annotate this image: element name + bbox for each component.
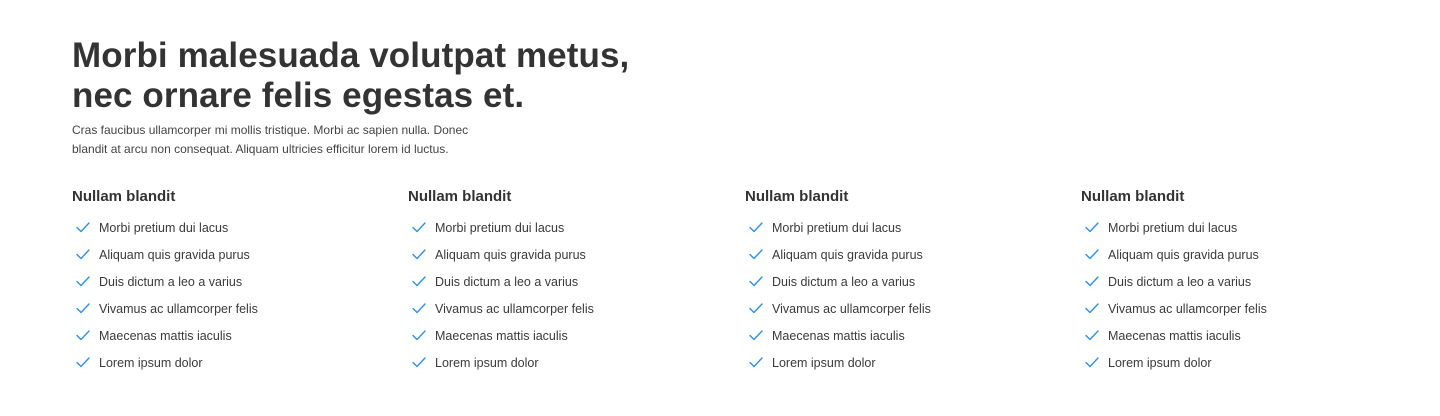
feature-column-2 xyxy=(408,186,708,376)
column-title: Nullam blandit xyxy=(1081,188,1185,205)
checkmark-icon xyxy=(748,301,764,317)
feature-label: Maecenas mattis iaculis xyxy=(772,328,905,343)
page-title-line-1: Morbi malesuada volutpat metus, xyxy=(72,36,630,75)
feature-column-4 xyxy=(1081,186,1381,376)
feature-label: Vivamus ac ullamcorper felis xyxy=(772,301,931,316)
checkmark-icon xyxy=(75,355,91,371)
checkmark-icon xyxy=(1084,247,1100,263)
feature-columns xyxy=(72,186,1382,386)
feature-label: Lorem ipsum dolor xyxy=(772,355,876,370)
feature-item xyxy=(72,214,372,241)
intro-line-2: blandit at arcu non consequat. Aliquam ultricies efficitur lorem id luctus. xyxy=(72,142,449,156)
feature-item xyxy=(408,268,708,295)
column-title: Nullam blandit xyxy=(745,188,849,205)
feature-label: Vivamus ac ullamcorper felis xyxy=(435,301,594,316)
feature-label: Duis dictum a leo a varius xyxy=(1108,274,1252,289)
feature-label: Maecenas mattis iaculis xyxy=(435,328,568,343)
checkmark-icon xyxy=(1084,355,1100,371)
feature-item xyxy=(1081,268,1381,295)
checkmark-icon xyxy=(411,274,427,290)
feature-list xyxy=(408,214,708,376)
feature-label: Duis dictum a leo a varius xyxy=(99,274,243,289)
checkmark-icon xyxy=(748,274,764,290)
feature-label: Lorem ipsum dolor xyxy=(99,355,203,370)
checkmark-icon xyxy=(75,328,91,344)
feature-item xyxy=(72,349,372,376)
feature-label: Morbi pretium dui lacus xyxy=(1108,220,1238,235)
feature-item xyxy=(745,295,1045,322)
checkmark-icon xyxy=(748,220,764,236)
feature-label: Duis dictum a leo a varius xyxy=(435,274,579,289)
feature-item xyxy=(408,214,708,241)
checkmark-icon xyxy=(411,328,427,344)
feature-item xyxy=(1081,322,1381,349)
feature-item xyxy=(745,268,1045,295)
checkmark-icon xyxy=(411,301,427,317)
feature-label: Aliquam quis gravida purus xyxy=(435,247,586,262)
checkmark-icon xyxy=(411,355,427,371)
feature-label: Maecenas mattis iaculis xyxy=(99,328,232,343)
checkmark-icon xyxy=(75,247,91,263)
checkmark-icon xyxy=(1084,274,1100,290)
feature-item xyxy=(745,214,1045,241)
column-title: Nullam blandit xyxy=(72,188,176,205)
feature-label: Vivamus ac ullamcorper felis xyxy=(1108,301,1267,316)
feature-label: Duis dictum a leo a varius xyxy=(772,274,916,289)
feature-label: Lorem ipsum dolor xyxy=(435,355,539,370)
feature-label: Aliquam quis gravida purus xyxy=(772,247,923,262)
feature-item xyxy=(1081,295,1381,322)
feature-item xyxy=(72,241,372,268)
page-title-line-2: nec ornare felis egestas et. xyxy=(72,76,525,115)
feature-item xyxy=(1081,214,1381,241)
checkmark-icon xyxy=(748,247,764,263)
checkmark-icon xyxy=(748,355,764,371)
feature-item xyxy=(72,268,372,295)
feature-item xyxy=(1081,349,1381,376)
checkmark-icon xyxy=(1084,301,1100,317)
checkmark-icon xyxy=(75,220,91,236)
feature-item xyxy=(72,322,372,349)
feature-item xyxy=(72,295,372,322)
feature-list xyxy=(72,214,372,376)
feature-label: Aliquam quis gravida purus xyxy=(1108,247,1259,262)
checkmark-icon xyxy=(411,220,427,236)
checkmark-icon xyxy=(75,274,91,290)
column-title: Nullam blandit xyxy=(408,188,512,205)
feature-item xyxy=(408,349,708,376)
feature-list xyxy=(745,214,1045,376)
feature-label: Aliquam quis gravida purus xyxy=(99,247,250,262)
feature-item xyxy=(745,322,1045,349)
checkmark-icon xyxy=(75,301,91,317)
feature-label: Morbi pretium dui lacus xyxy=(435,220,565,235)
feature-label: Morbi pretium dui lacus xyxy=(99,220,229,235)
feature-item xyxy=(408,295,708,322)
feature-label: Vivamus ac ullamcorper felis xyxy=(99,301,258,316)
feature-label: Maecenas mattis iaculis xyxy=(1108,328,1241,343)
checkmark-icon xyxy=(748,328,764,344)
feature-label: Lorem ipsum dolor xyxy=(1108,355,1212,370)
feature-list xyxy=(1081,214,1381,376)
feature-item xyxy=(1081,241,1381,268)
page-title xyxy=(72,36,712,116)
feature-item xyxy=(408,322,708,349)
checkmark-icon xyxy=(411,247,427,263)
checkmark-icon xyxy=(1084,220,1100,236)
intro-paragraph xyxy=(72,121,542,159)
feature-item xyxy=(408,241,708,268)
feature-item xyxy=(745,349,1045,376)
feature-column-3 xyxy=(745,186,1045,376)
feature-item xyxy=(745,241,1045,268)
feature-column-1 xyxy=(72,186,372,376)
feature-label: Morbi pretium dui lacus xyxy=(772,220,902,235)
checkmark-icon xyxy=(1084,328,1100,344)
intro-line-1: Cras faucibus ullamcorper mi mollis tristique. Morbi ac sapien nulla. Donec xyxy=(72,123,469,137)
